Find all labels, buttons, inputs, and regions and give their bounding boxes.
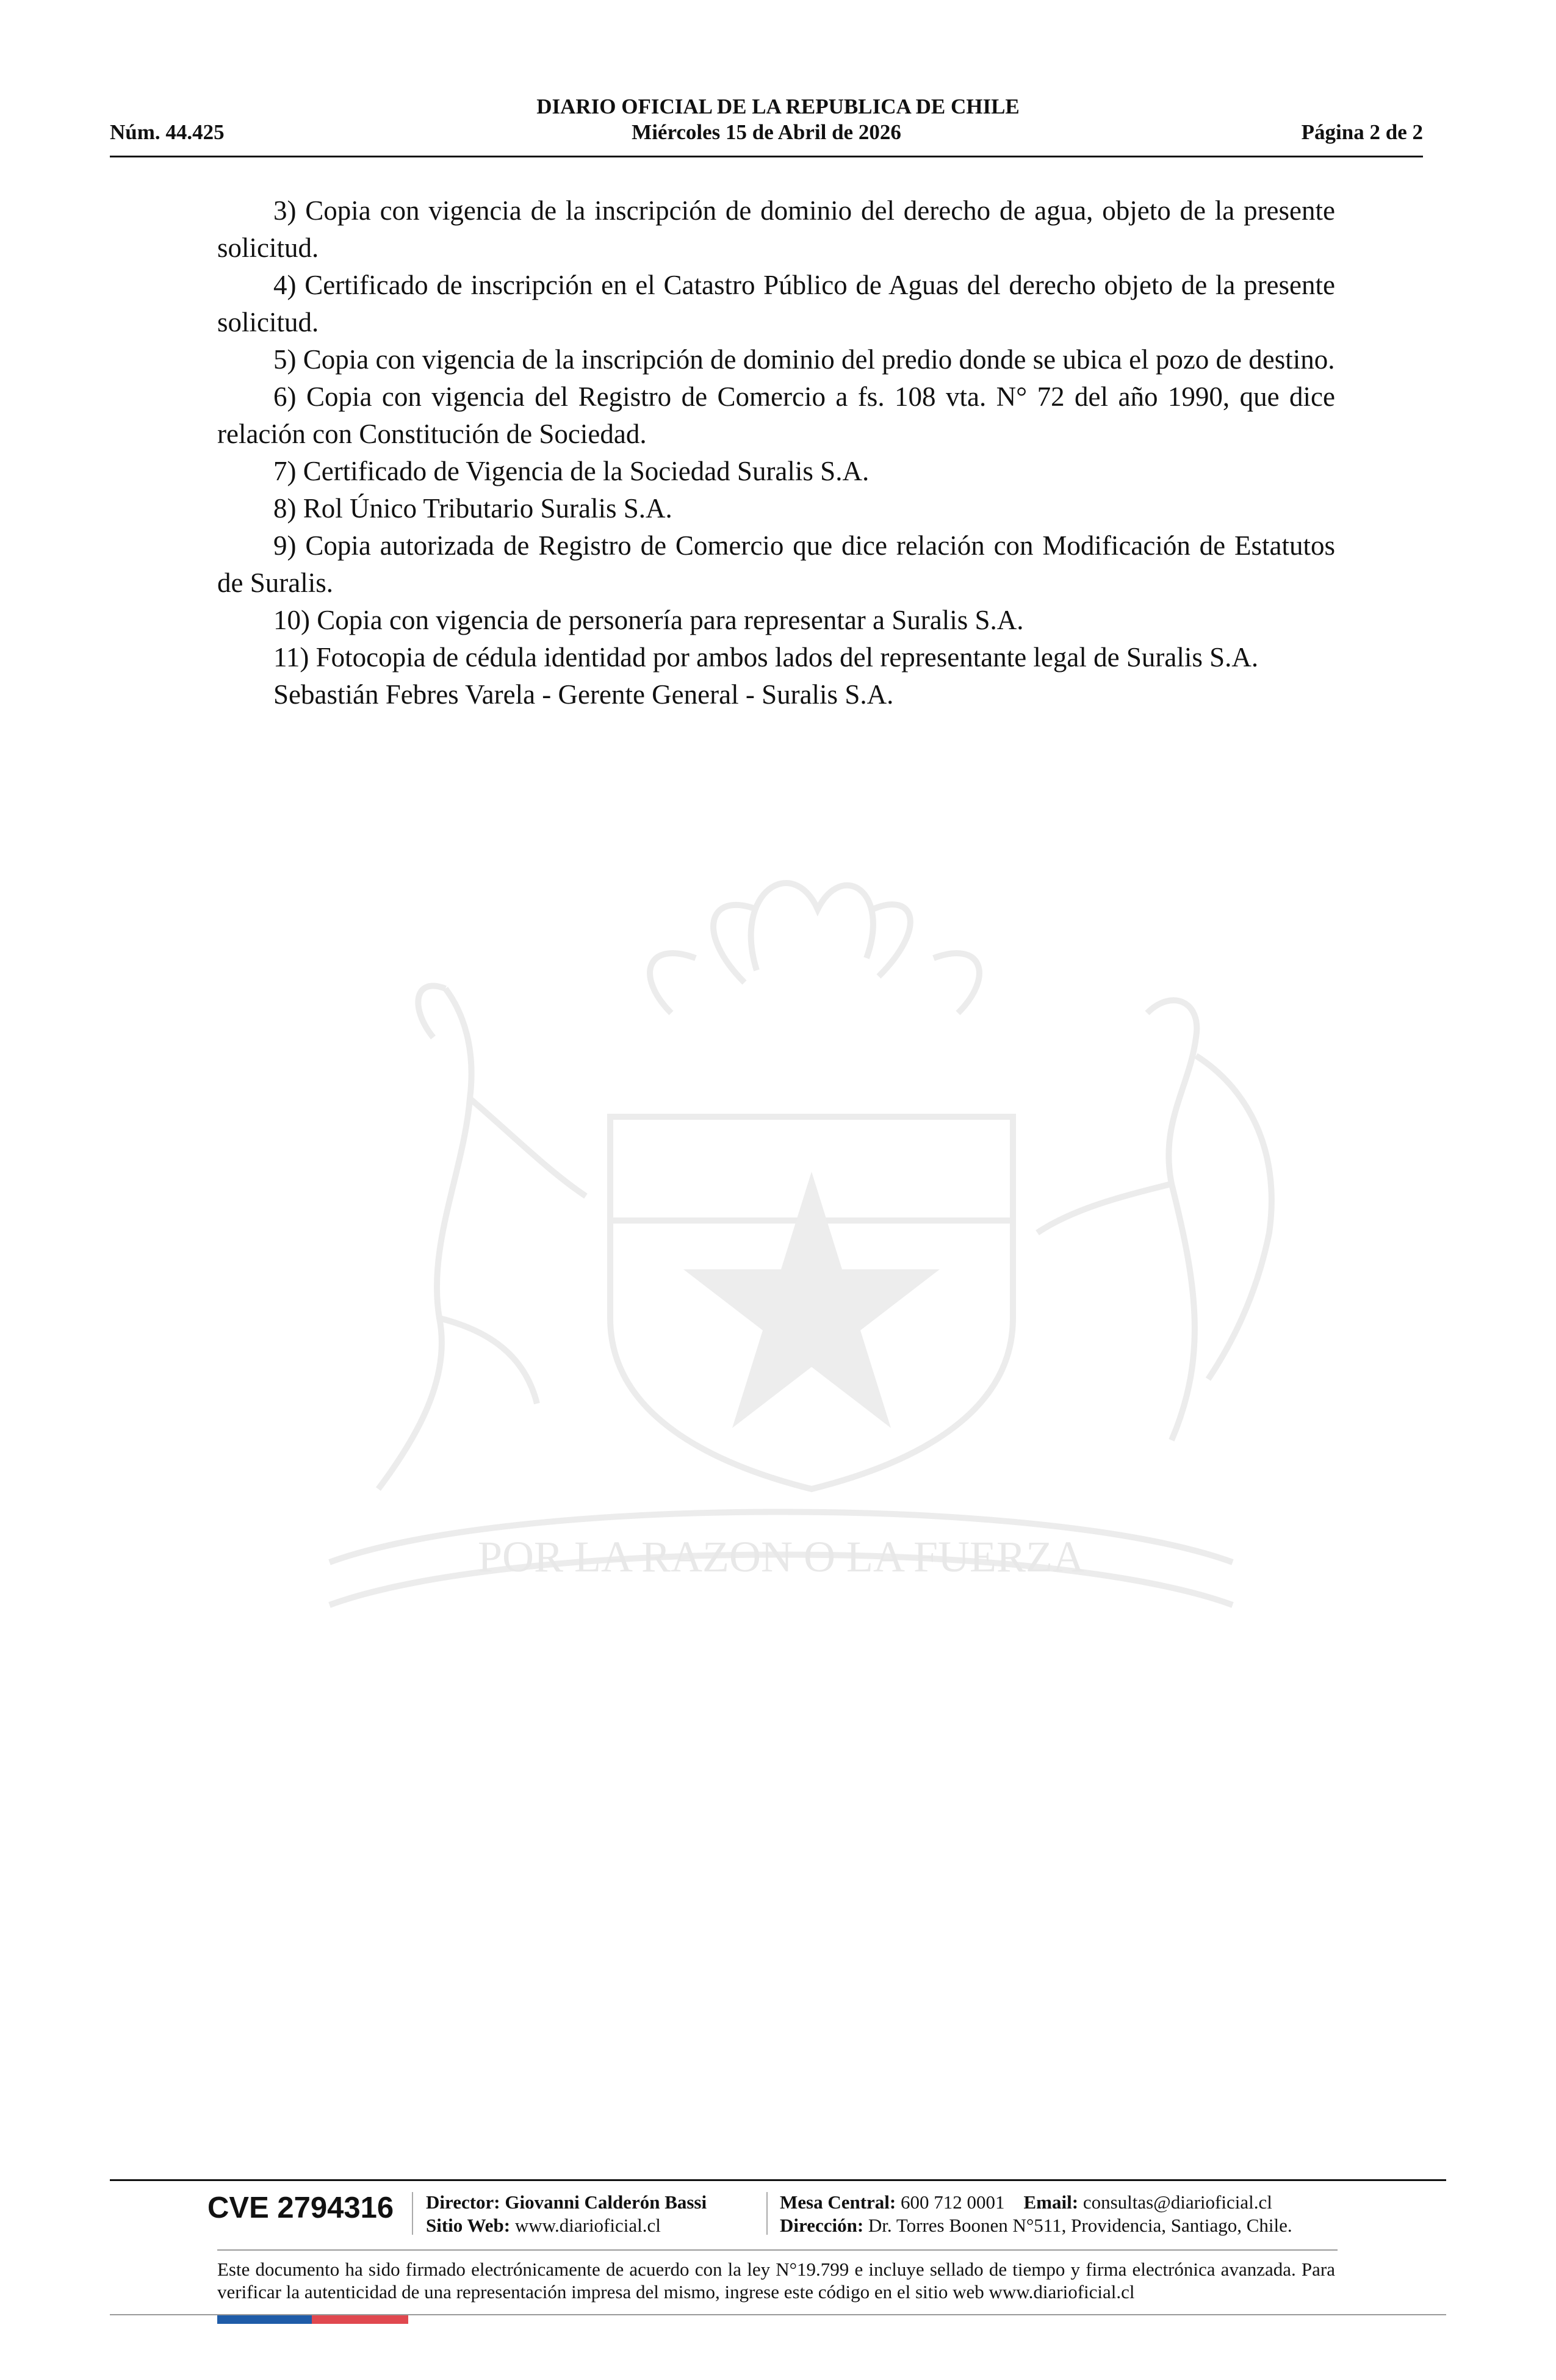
document-body [217, 192, 1335, 713]
address-value: Dr. Torres Boonen N°511, Providencia, Santiago, Chile. [868, 2215, 1292, 2236]
list-item: 8) Rol Único Tributario Suralis S.A. [273, 493, 672, 524]
header-row [110, 120, 1423, 148]
director-label: Director: [426, 2191, 500, 2213]
page-indicator: Página 2 de 2 [1301, 120, 1423, 144]
chile-coat-of-arms-icon [207, 854, 1355, 1672]
list-item: 4) Certificado de inscripción en el Catastro Público de Aguas del derecho objeto de la presente solicitud. [217, 270, 1335, 337]
issue-number: Núm. 44.425 [110, 120, 225, 144]
cve-code: CVE 2794316 [207, 2191, 394, 2224]
signature-line: Sebastián Febres Varela - Gerente General - Suralis S.A. [273, 679, 894, 710]
gazette-title: DIARIO OFICIAL DE LA REPUBLICA DE CHILE [536, 95, 1020, 118]
footer-divider-middle [217, 2249, 1338, 2251]
list-item: 10) Copia con vigencia de personería para representar a Suralis S.A. [273, 605, 1024, 635]
email-link[interactable]: consultas@diarioficial.cl [1082, 2191, 1272, 2213]
footer-contact-block [780, 2191, 1292, 2237]
list-item: 6) Copia con vigencia del Registro de Comercio a fs. 108 vta. N° 72 del año 1990, que dice relación con Constitución de Sociedad. [217, 381, 1335, 449]
coat-of-arms-motto: POR LA RAZON O LA FUERZA [477, 1532, 1085, 1581]
issue-date: Miércoles 15 de Abril de 2026 [632, 120, 901, 144]
phone-label: Mesa Central: [780, 2191, 896, 2213]
footer-director-block [426, 2191, 707, 2237]
email-label: Email: [1023, 2191, 1079, 2213]
footer-separator [766, 2192, 768, 2235]
list-item: 7) Certificado de Vigencia de la Sociedad Suralis S.A. [273, 456, 870, 486]
list-item: 5) Copia con vigencia de la inscripción de dominio del predio donde se ubica el pozo de destino. [273, 344, 1335, 375]
footer-separator [412, 2192, 413, 2235]
flag-stripe-blue [217, 2315, 312, 2324]
phone-value: 600 712 0001 [901, 2191, 1005, 2213]
website-label: Sitio Web: [426, 2215, 511, 2236]
header-divider [110, 156, 1423, 157]
address-label: Dirección: [780, 2215, 864, 2236]
list-item: 3) Copia con vigencia de la inscripción de dominio del derecho de agua, objeto de la presente solicitud. [217, 195, 1335, 263]
director-name: Giovanni Calderón Bassi [505, 2191, 707, 2213]
website-link[interactable]: www.diarioficial.cl [514, 2215, 661, 2236]
flag-stripe-red [312, 2315, 408, 2324]
list-item: 11) Fotocopia de cédula identidad por ambos lados del representante legal de Suralis S.A. [273, 642, 1259, 673]
list-item: 9) Copia autorizada de Registro de Comercio que dice relación con Modificación de Estatutos de Suralis. [217, 530, 1335, 598]
legal-notice: Este documento ha sido firmado electrónicamente de acuerdo con la ley N°19.799 e incluye sellado de tiempo y firma electrónica avanzada. Para verificar la autenticidad de una representación impresa del mismo, ingrese este código en el sitio web www.diarioficial.cl [217, 2259, 1335, 2302]
footer-divider-top [110, 2179, 1446, 2181]
